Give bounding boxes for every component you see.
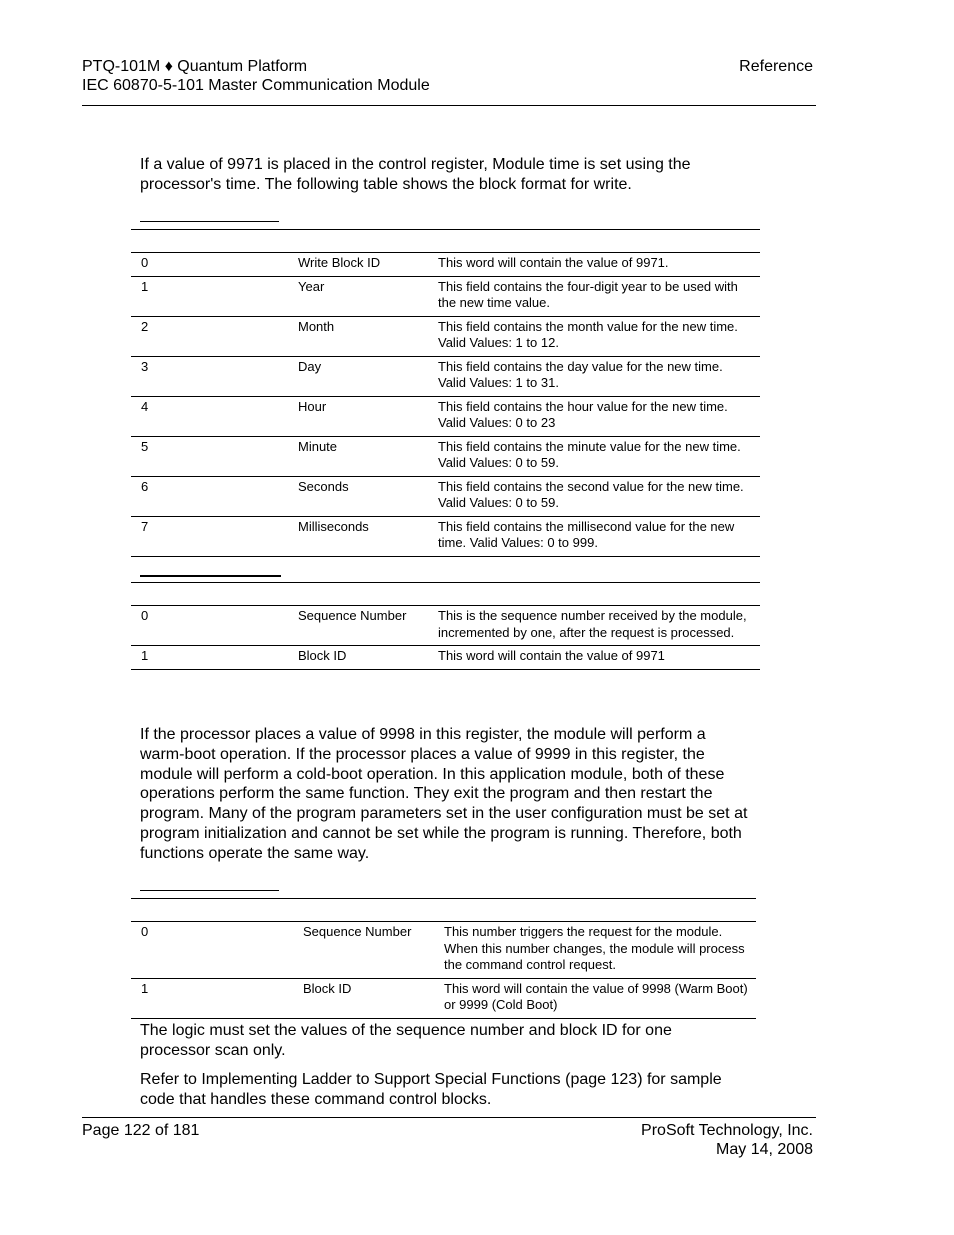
header-section: Reference xyxy=(739,58,813,75)
table-row: 1 Block ID This word will contain the value of 9998 (Warm Boot) or 9999 (Cold Boot) xyxy=(131,978,756,1018)
table-row: 1 Year This field contains the four-digit year to be used with the new time value. xyxy=(131,276,760,316)
table-row: 3 Day This field contains the day value for the new time. Valid Values: 1 to 31. xyxy=(131,356,760,396)
table3-caption-rule xyxy=(140,890,279,891)
table-header-row xyxy=(131,899,756,922)
table-header-row xyxy=(131,583,760,606)
table-row: 4 Hour This field contains the hour value for the new time. Valid Values: 0 to 23 xyxy=(131,396,760,436)
boot-block-table xyxy=(131,898,756,1019)
intro-paragraph: If a value of 9971 is placed in the control register, Module time is set using the processor's time. The following table shows the block format for write. xyxy=(140,156,691,193)
footer-company: ProSoft Technology, Inc. xyxy=(641,1122,813,1139)
table-row: 7 Milliseconds This field contains the millisecond value for the new time. Valid Values: 0 to 999. xyxy=(131,516,760,556)
table-row: 1 Block ID This word will contain the value of 9971 xyxy=(131,646,760,670)
table-header-row xyxy=(131,230,760,253)
table-row: 6 Seconds This field contains the second value for the new time. Valid Values: 0 to 59. xyxy=(131,476,760,516)
table-row: 5 Minute This field contains the minute value for the new time. Valid Values: 0 to 59. xyxy=(131,436,760,476)
table-row: 0 Sequence Number This number triggers the request for the module. When this number changes, the module will process the command control request. xyxy=(131,922,756,979)
footer-rule xyxy=(82,1117,816,1118)
write-block-table xyxy=(131,229,760,557)
footer-date: May 14, 2008 xyxy=(716,1141,813,1158)
logic-paragraph: The logic must set the values of the sequence number and block ID for one processor scan only. xyxy=(140,1022,672,1059)
table2-caption-rule xyxy=(140,575,281,577)
write-response-table xyxy=(131,582,760,670)
table-row: 0 Write Block ID This word will contain the value of 9971. xyxy=(131,253,760,277)
footer-page-number: Page 122 of 181 xyxy=(82,1122,200,1139)
table-row: 0 Sequence Number This is the sequence number received by the module, incremented by one, after the request is processed. xyxy=(131,606,760,646)
header-title-line2: IEC 60870-5-101 Master Communication Module xyxy=(82,77,430,94)
header-rule xyxy=(82,105,816,106)
table-row: 2 Month This field contains the month value for the new time. Valid Values: 1 to 12. xyxy=(131,316,760,356)
boot-paragraph: If the processor places a value of 9998 in this register, the module will perform a warm-boot operation. If the processor places a value of 9999 in this register, the module will perform a cold-boot operation. In this application module, both of these operations perform the same function. They exit the program and then restart the program. Many of the program parameters set in the user configuration must be set at program initialization and cannot be set while the program is running. Therefore, both functions operate the same way. xyxy=(140,726,748,862)
table1-caption-rule xyxy=(140,221,279,222)
refer-paragraph: Refer to Implementing Ladder to Support Special Functions (page 123) for sample code that handles these command control blocks. xyxy=(140,1071,722,1108)
header-title-line1: PTQ-101M ♦ Quantum Platform xyxy=(82,58,308,75)
